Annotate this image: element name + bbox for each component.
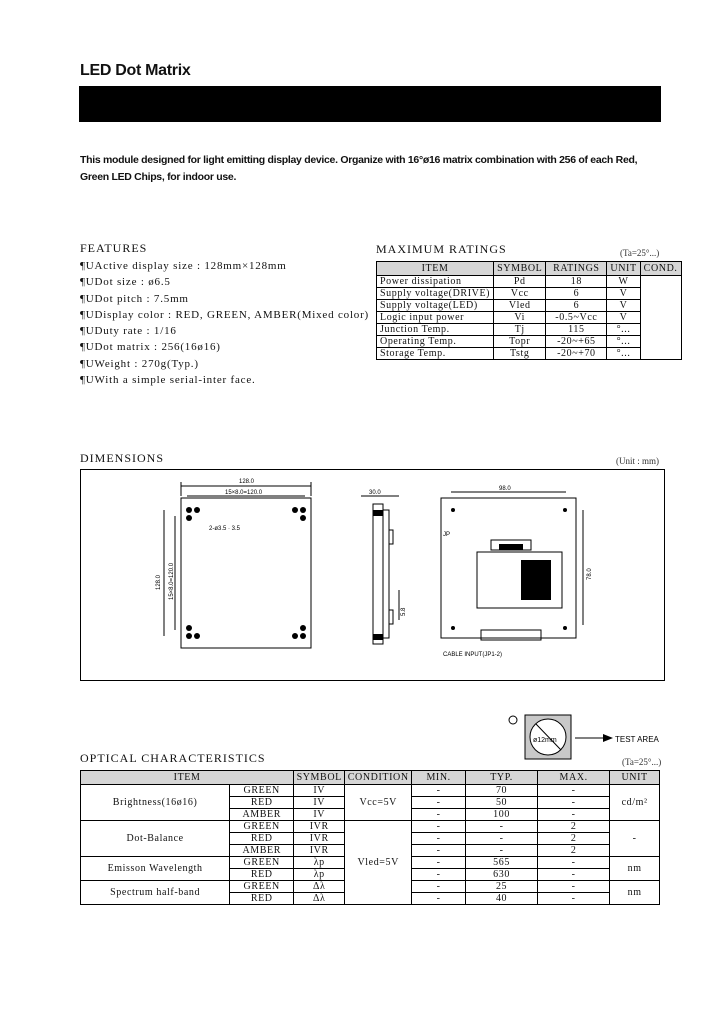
col-header: ITEM — [81, 771, 294, 785]
cell-color: AMBER — [230, 845, 294, 857]
cell-typ: - — [466, 845, 538, 857]
cell-symbol: IVR — [294, 821, 345, 833]
dim-side-pin: 5.8 — [401, 607, 407, 616]
cell-symbol: Topr — [494, 336, 546, 348]
col-header: CONDITION — [345, 771, 412, 785]
col-header: UNIT — [610, 771, 660, 785]
cell-min: - — [412, 893, 466, 905]
dim-hole: 2-ø3.5 · 3.5 — [209, 526, 241, 532]
col-header: COND. — [640, 262, 681, 276]
dim-jp: JP — [443, 532, 451, 538]
cell-symbol: Pd — [494, 276, 546, 288]
cell-max: 2 — [538, 833, 610, 845]
cell-unit: °... — [607, 336, 640, 348]
cell-min: - — [412, 857, 466, 869]
cell-typ: 50 — [466, 797, 538, 809]
feature-item: ¶UWeight : 270g(Typ.) — [80, 357, 199, 370]
cell-typ: 25 — [466, 881, 538, 893]
optical-note: (Ta=25°...) — [622, 757, 662, 767]
feature-item: ¶UActive display size : 128mm×128mm — [80, 260, 287, 272]
cell-item: Logic input power — [377, 312, 494, 324]
cell-item: Spectrum half-band — [81, 881, 230, 905]
col-header: RATINGS — [546, 262, 607, 276]
feature-item: ¶UDot pitch : 7.5mm — [80, 292, 189, 305]
cell-color: GREEN — [230, 785, 294, 797]
cell-color: RED — [230, 869, 294, 881]
table-row — [377, 276, 682, 288]
cell-unit: W — [607, 276, 640, 288]
cell-min: - — [412, 785, 466, 797]
dim-back-width: 98.0 — [499, 486, 511, 492]
table-row — [377, 348, 682, 360]
cell-cond — [640, 276, 681, 360]
col-header: MIN. — [412, 771, 466, 785]
max-ratings-table — [376, 261, 682, 360]
cell-symbol: IVR — [294, 833, 345, 845]
page-title: LED Dot Matrix — [80, 62, 191, 79]
cell-condition: Vcc=5V — [345, 785, 412, 821]
cell-symbol: λp — [294, 857, 345, 869]
cell-typ: - — [466, 821, 538, 833]
front-view-outline — [181, 498, 311, 648]
cell-rating: 115 — [546, 324, 607, 336]
cell-symbol: Tstg — [494, 348, 546, 360]
cell-typ: 630 — [466, 869, 538, 881]
cell-condition: Vled=5V — [345, 821, 412, 905]
cell-unit: nm — [610, 857, 660, 881]
cell-unit: - — [610, 821, 660, 857]
cell-max: 2 — [538, 845, 610, 857]
cell-symbol: Δλ — [294, 881, 345, 893]
cell-max: - — [538, 881, 610, 893]
cell-typ: 100 — [466, 809, 538, 821]
dim-pitch: 15×8.0=120.0 — [225, 490, 263, 496]
cell-unit: nm — [610, 881, 660, 905]
cell-max: - — [538, 893, 610, 905]
cell-typ: 565 — [466, 857, 538, 869]
cell-min: - — [412, 833, 466, 845]
table-row — [377, 288, 682, 300]
cell-item: Supply voltage(LED) — [377, 300, 494, 312]
cell-item: Junction Temp. — [377, 324, 494, 336]
cell-symbol: IV — [294, 785, 345, 797]
cell-symbol: λp — [294, 869, 345, 881]
intro-text: This module designed for light emitting display device. Organize with 16°ø16 matrix combination with 256 of each Red, Green LED Chips, for indoor use. — [80, 154, 638, 183]
cell-symbol: IV — [294, 797, 345, 809]
cell-item: Storage Temp. — [377, 348, 494, 360]
cell-max: 2 — [538, 821, 610, 833]
col-header: SYMBOL — [494, 262, 546, 276]
cell-unit: cd/m² — [610, 785, 660, 821]
cell-rating: 6 — [546, 300, 607, 312]
cell-rating: -20~+65 — [546, 336, 607, 348]
feature-item: ¶UDot matrix : 256(16ø16) — [80, 341, 221, 354]
cell-symbol: Δλ — [294, 893, 345, 905]
col-header: TYP. — [466, 771, 538, 785]
cell-symbol: Vled — [494, 300, 546, 312]
cell-color: GREEN — [230, 881, 294, 893]
max-ratings-heading: MAXIMUM RATINGS — [376, 242, 507, 256]
features-list — [80, 258, 369, 388]
cell-unit: °... — [607, 348, 640, 360]
cell-unit: °... — [607, 324, 640, 336]
cell-min: - — [412, 821, 466, 833]
optical-table — [80, 770, 660, 905]
cell-item: Emisson Wavelength — [81, 857, 230, 881]
cell-max: - — [538, 797, 610, 809]
cell-unit: V — [607, 300, 640, 312]
cell-max: - — [538, 809, 610, 821]
table-row — [377, 336, 682, 348]
cell-symbol: Vi — [494, 312, 546, 324]
cell-rating: -0.5~Vcc — [546, 312, 607, 324]
back-view-outline — [441, 498, 576, 638]
table-row — [81, 821, 660, 833]
dim-height-pitch: 15×8.0=120.0 — [169, 562, 175, 600]
dim-width-total: 128.0 — [239, 479, 255, 485]
cell-color: RED — [230, 797, 294, 809]
dimensions-note: (Unit : mm) — [616, 456, 659, 466]
cell-unit: V — [607, 312, 640, 324]
test-area-label: TEST AREA — [615, 735, 659, 744]
cell-item: Power dissipation — [377, 276, 494, 288]
table-row — [377, 324, 682, 336]
cell-typ: - — [466, 833, 538, 845]
cell-color: GREEN — [230, 857, 294, 869]
cell-item: Brightness(16ø16) — [81, 785, 230, 821]
cell-rating: 18 — [546, 276, 607, 288]
cell-min: - — [412, 881, 466, 893]
col-header: UNIT — [607, 262, 640, 276]
dim-back-height: 78.0 — [587, 568, 593, 580]
cell-item: Supply voltage(DRIVE) — [377, 288, 494, 300]
dimensions-drawing — [81, 470, 664, 680]
cell-symbol: Tj — [494, 324, 546, 336]
dim-connector: CABLE INPUT(JP1-2) — [443, 652, 503, 658]
cell-symbol: Vcc — [494, 288, 546, 300]
feature-item: ¶UDisplay color : RED, GREEN, AMBER(Mixed color) — [80, 308, 370, 321]
dim-side-depth: 30.0 — [369, 490, 381, 496]
dim-height-total: 128.0 — [156, 574, 162, 590]
col-header: SYMBOL — [294, 771, 345, 785]
cell-item: Operating Temp. — [377, 336, 494, 348]
features-heading: FEATURES — [80, 241, 148, 255]
max-ratings-note: (Ta=25°...) — [620, 248, 660, 258]
cell-min: - — [412, 809, 466, 821]
cell-typ: 40 — [466, 893, 538, 905]
cell-rating: 6 — [546, 288, 607, 300]
cell-item: Dot-Balance — [81, 821, 230, 857]
feature-item: ¶UDuty rate : 1/16 — [80, 325, 177, 338]
cell-color: AMBER — [230, 809, 294, 821]
feature-item: ¶UDot size : ø6.5 — [80, 276, 171, 289]
table-row — [81, 785, 660, 797]
col-header: MAX. — [538, 771, 610, 785]
optical-heading: OPTICAL CHARACTERISTICS — [80, 751, 266, 765]
test-area-spot: ø12mm — [533, 737, 557, 744]
col-header: ITEM — [377, 262, 494, 276]
cell-color: GREEN — [230, 821, 294, 833]
dimensions-drawing-frame — [80, 469, 665, 681]
cell-max: - — [538, 785, 610, 797]
cell-min: - — [412, 869, 466, 881]
cell-symbol: IVR — [294, 845, 345, 857]
dimensions-heading: DIMENSIONS — [80, 451, 165, 465]
cell-typ: 70 — [466, 785, 538, 797]
header-bar — [79, 86, 661, 122]
cell-color: RED — [230, 833, 294, 845]
cell-min: - — [412, 845, 466, 857]
table-row — [377, 312, 682, 324]
table-row — [377, 300, 682, 312]
cell-color: RED — [230, 893, 294, 905]
cell-max: - — [538, 869, 610, 881]
cell-rating: -20~+70 — [546, 348, 607, 360]
cell-max: - — [538, 857, 610, 869]
cell-symbol: IV — [294, 809, 345, 821]
side-view-outline — [373, 504, 383, 644]
cell-min: - — [412, 797, 466, 809]
cell-unit: V — [607, 288, 640, 300]
feature-item: ¶UWith a simple serial-inter face. — [80, 374, 256, 387]
